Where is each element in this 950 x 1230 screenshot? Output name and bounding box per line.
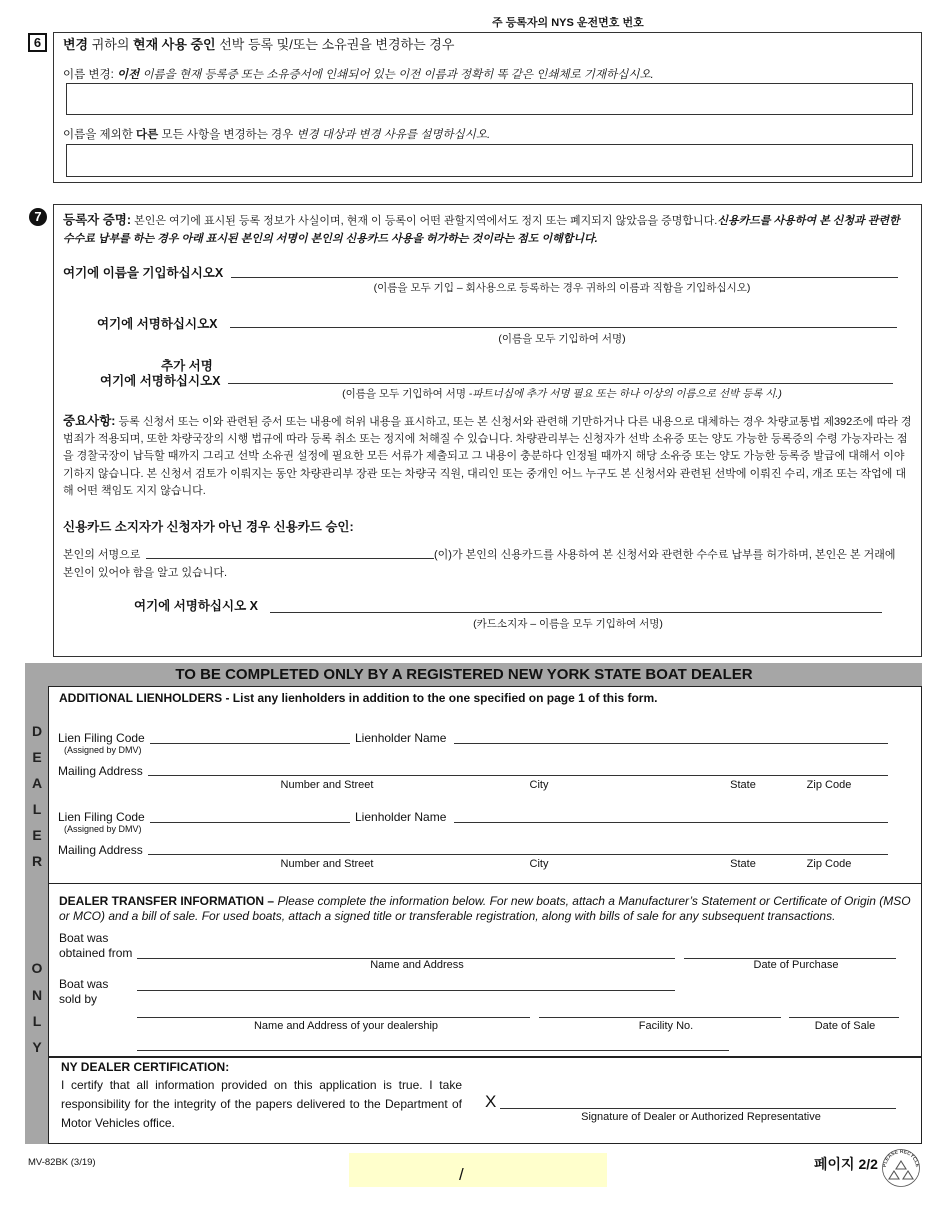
name-change-bold: 이전 [117,69,140,81]
other-bold: 다른 [136,129,159,141]
credit-card-text-b: (이)가 본인의 신용카드를 사용하여 본 신청서와 관련한 수수료 납부를 허가하며, 본인은 본 거래에 [434,549,896,561]
side-letter: R [31,853,43,869]
lien-code-label: Lien Filing Code [58,731,145,745]
lien-code-field[interactable] [150,743,350,744]
recycle-icon [881,1148,921,1188]
divider [48,883,922,884]
credit-card-text-c: 본인이 있어야 함을 알고 있습니다. [63,567,228,579]
title-bold-2: 현재 사용 중인 [133,37,216,52]
title-text-2: 선박 등록 및/또는 소유권을 변경하는 경우 [215,37,455,52]
facility-field[interactable] [539,1017,781,1018]
cert-text: 본인은 여기에 표시된 등록 정보가 사실이며, 현재 이 등록이 어떤 관할지역에서도 정지 또는 폐지되지 않았음을 증명합니다. [131,215,718,227]
dealer-signature-line[interactable] [500,1108,896,1109]
side-letter: L [32,1013,42,1029]
dealership-field-2[interactable] [137,1050,729,1051]
sold-label: Boat was [59,977,109,991]
zip-caption: Zip Code [806,779,852,791]
sale-date-field[interactable] [789,1017,899,1018]
date-field[interactable] [349,1153,607,1187]
mailing-label: Mailing Address [58,843,143,857]
sold-label-2: sold by [59,992,98,1006]
purchase-date-caption: Date of Purchase [753,959,839,971]
name-address-caption: Name and Address [370,959,464,971]
title-text-1: 귀하의 [88,37,134,52]
important-bold: 중요사항: [63,414,116,428]
print-name-line[interactable] [231,277,898,278]
other-change-field[interactable] [66,144,913,177]
side-letter: L [32,801,42,817]
facility-caption: Facility No. [638,1020,694,1032]
add-caption-a: (이름을 모두 기입하여 서명 - [342,388,473,400]
obtained-label: Boat was [59,931,109,945]
recycle-logo-text: PLEASE RECYCLE [881,1148,921,1168]
credit-card-text-a: 본인의 서명으로 [63,549,141,561]
important-notice [63,413,913,500]
transfer-info [59,894,914,924]
zip-caption: Zip Code [806,858,852,870]
credit-card-title: 신용카드 소지자가 신청자가 아닌 경우 신용카드 승인: [63,520,354,534]
date-separator: / [459,1165,464,1184]
city-caption: City [529,779,549,791]
other-prefix: 이름을 제외한 [63,129,137,141]
cert-bold-italic: 신용카드를 사용하여 본 신청과 관련한 수수료 납부를 하는 경우 아래 표시된 본인의 서명이 본인의 신용카드 사용을 허가하는 것이라는 점도 이해합니다. [63,215,900,245]
print-name-caption: (이름을 모두 기입 – 회사용으로 등록하는 경우 귀하의 이름과 직함을 기입하십시오) [373,282,751,294]
lienholders-title: ADDITIONAL LIENHOLDERS - List any lienholders in addition to the one specified on page 1 of this form. [59,691,658,705]
license-number-label: 주 등록자의 NYS 운전면호 번호 [492,17,644,29]
svg-text:PLEASE RECYCLE [882,1149,920,1168]
lienholder-name-field[interactable] [454,743,888,744]
divider [48,1056,922,1058]
sold-by-field[interactable] [137,990,675,991]
transfer-bold: DEALER TRANSFER INFORMATION – [59,894,275,908]
cardholder-signature-line[interactable] [270,612,882,613]
additional-signature-caption [342,386,782,401]
name-change-prefix: 이름 변경: [63,69,118,81]
side-letter: Y [32,1039,42,1055]
registrant-certification [63,211,913,248]
x-mark: X [485,1092,497,1111]
dealer-cert-title: NY DEALER CERTIFICATION: [61,1060,230,1074]
other-italic: 변경 대상과 변경 사유를 설명하십시오. [296,129,491,141]
print-name-label: 여기에 이름을 기입하십시오X [63,266,224,280]
signature-line[interactable] [230,327,897,328]
side-letter: D [31,723,43,739]
section-6-title [63,34,454,53]
cardholder-authorize-line[interactable] [146,558,434,559]
lienholder-name-label: Lienholder Name [355,731,447,745]
sale-date-caption: Date of Sale [814,1020,876,1032]
side-letter: O [31,960,43,976]
other-change-instruction [63,126,490,142]
city-caption: City [529,858,549,870]
dealer-banner: TO BE COMPLETED ONLY BY A REGISTERED NEW YORK STATE BOAT DEALER [175,666,753,683]
name-change-rest: 이름을 현재 등록증 또는 소유증서에 인쇄되어 있는 이전 이름과 정확히 똑 같은 인쇄체로 기재하십시오. [139,69,654,81]
additional-signature-line[interactable] [228,383,893,384]
cert-bold: 등록자 증명: [63,213,132,227]
mailing-field[interactable] [148,775,888,776]
name-change-instruction [63,66,654,82]
lien-code-field[interactable] [150,822,350,823]
street-caption: Number and Street [280,779,374,791]
lien-code-label: Lien Filing Code [58,810,145,824]
lienholder-name-label: Lienholder Name [355,810,447,824]
side-letter: A [31,775,43,791]
other-mid: 모든 사항을 변경하는 경우 [158,129,297,141]
side-letter: E [32,827,42,843]
dealer-signature-caption: Signature of Dealer or Authorized Representative [581,1111,821,1123]
dealer-cert-text: I certify that all information provided on this application is true. I take responsibility for the integrity of the papers delivered to the Department of Motor Vehicles office. [61,1078,462,1130]
transfer-italic: Please complete the information below. For new boats, attach a Manufacturer’s Statement or Certificate of Origin (MSO or MCO) and a bill of sale. For used boats, attach a signed title or transferable registration, along with bills of sale for any subsequent transactions. [59,894,911,923]
previous-name-field[interactable] [66,83,913,115]
form-id: MV-82BK (3/19) [28,1157,96,1168]
add-caption-b: 파트너십에 추가 서명 필요 또는 하나 이상의 이름으로 선박 등록 시.) [472,388,782,400]
street-caption: Number and Street [280,858,374,870]
mailing-field[interactable] [148,854,888,855]
side-letter: E [32,749,42,765]
state-caption: State [730,779,756,791]
mailing-label: Mailing Address [58,764,143,778]
assigned-note: (Assigned by DMV) [64,745,142,755]
cardholder-signature-label: 여기에 서명하십시오 X [134,599,258,613]
section-6-number: 6 [28,33,47,52]
page-number: 페이지 2/2 [814,1156,878,1172]
section-7-number: 7 [29,208,47,226]
side-letter: N [31,987,43,1003]
dealership-field[interactable] [137,1017,530,1018]
signature-label: 여기에 서명하십시오X [97,317,218,331]
title-bold-1: 변경 [63,37,89,52]
lienholder-name-field[interactable] [454,822,888,823]
dealership-caption: Name and Address of your dealership [253,1020,439,1032]
cardholder-signature-caption: (카드소지자 – 이름을 모두 기입하여 서명) [473,618,663,630]
obtained-label-2: obtained from [59,946,133,960]
assigned-note: (Assigned by DMV) [64,824,142,834]
important-text: 등록 신청서 또는 이와 관련된 증서 또는 내용에 허위 내용을 표시하고, 또는 본 신청서와 관련해 기만하거나 다른 내용으로 대체하는 경우 차량교통법 제392조에 따라 경범죄가 적용되며, 또한 차량국장의 시행 법규에 따라 등록 취소 또는 정지에 처해질 수 있습니다. 차량관리부는 신청자가 선박 소유증 또는 양도 가능한 등록증의 수령 가능자라는 점을 경찰국장이 납득할 때까지 그리고 선박 소유권 설정에 필요한 모든 서류가 제출되고 그 내용이 충분하다 인정될 때까지 해당 소유증 또는 양도 가능한 등록증 발급에 대해서 이야기하지 않습니다. 본 신청서 검토가 이뤄지는 동안 차량관리부 장관 또는 차량국 직원, 대리인 또는 중개인 어느 누구도 본 신청서와 관련된 선박에 이뤄진 수리, 개조 또는 작업에 대해 어떤 책임도 지지 않습니다. [63,416,912,497]
signature-caption: (이름을 모두 기입하여 서명) [498,333,626,345]
state-caption: State [730,858,756,870]
additional-signature-label: 추가 서명 [161,359,213,373]
additional-signature-label-2: 여기에 서명하십시오X [100,374,221,388]
